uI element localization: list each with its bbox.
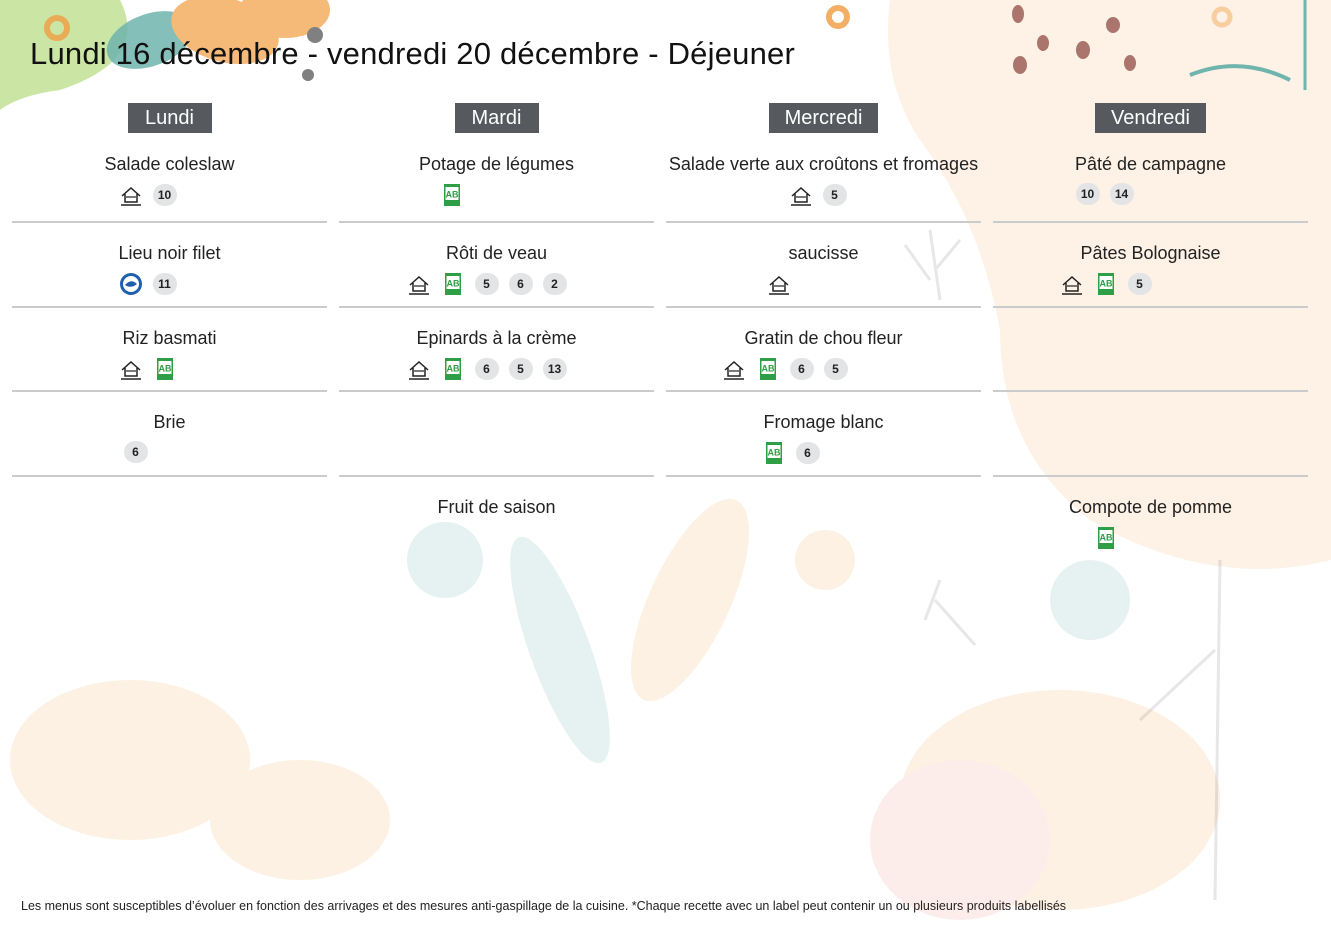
allergen-badge: 6 (796, 442, 820, 464)
menu-cell (993, 133, 1308, 223)
organic-ab-icon (441, 357, 465, 381)
svg-text:AB: AB (1099, 278, 1112, 289)
svg-text:AB: AB (767, 447, 780, 458)
dish-name: Gratin de chou fleur (744, 327, 903, 348)
organic-ab-icon (762, 441, 786, 465)
allergen-badge: 10 (153, 184, 177, 206)
day-column-mardi (339, 103, 654, 561)
dish-name: Potage de légumes (418, 154, 575, 174)
menu-cell (339, 223, 654, 308)
svg-text:AB: AB (1099, 532, 1112, 542)
day-header: Lundi (128, 103, 212, 133)
menu-cell (339, 392, 654, 477)
day-header: Mercredi (769, 103, 879, 133)
menu-cell (339, 308, 654, 393)
svg-text:AB: AB (445, 189, 458, 200)
menu-cell (12, 477, 327, 562)
dish-name: Rôti de veau (445, 243, 548, 263)
svg-text:AB: AB (446, 278, 459, 289)
dish-name: Lieu noir filet (118, 243, 221, 263)
menu-cell (666, 223, 981, 308)
dish-name: Fruit de saison (437, 496, 556, 517)
menu-cell (993, 392, 1308, 477)
dish-name: saucisse (788, 243, 859, 263)
menu-cell (666, 308, 981, 393)
dish-name: Salade verte aux croûtons et fromages (668, 154, 979, 174)
week-menu (12, 103, 1308, 561)
allergen-badge: 5 (1128, 273, 1152, 295)
organic-ab-icon (441, 272, 465, 296)
allergen-badge: 5 (475, 273, 499, 295)
allergen-badge: 5 (509, 358, 533, 380)
footer-disclaimer: Les menus sont susceptibles d’évoluer en fonction des arrivages et des mesures anti-gaspillage de la cuisine. *Chaque recette avec un label peut contenir un ou plusieurs produits labellisés (21, 899, 1067, 913)
allergen-badge: 5 (823, 184, 847, 206)
allergen-badge: 5 (824, 358, 848, 380)
dish-name: Pâté de campagne (1074, 154, 1227, 174)
dish-name: Fromage blanc (763, 412, 884, 432)
allergen-badge: 6 (475, 358, 499, 380)
organic-ab-icon (1094, 272, 1118, 296)
house-made-icon (789, 183, 813, 207)
house-made-icon (767, 272, 791, 296)
day-column-lundi (12, 103, 327, 561)
organic-ab-icon (440, 183, 464, 207)
menu-cell (339, 477, 654, 562)
menu-cell (666, 477, 981, 562)
dish-name: Epinards à la crème (416, 327, 577, 348)
allergen-badge: 6 (509, 273, 533, 295)
menu-cell (993, 477, 1308, 562)
menu-cell (12, 223, 327, 308)
menu-cell (666, 392, 981, 477)
day-header: Vendredi (1095, 103, 1206, 133)
svg-text:AB: AB (761, 363, 774, 373)
dish-name: Riz basmati (122, 327, 217, 348)
house-made-icon (1060, 272, 1084, 296)
dish-name: Compote de pomme (1068, 496, 1233, 517)
organic-ab-icon (1094, 526, 1118, 550)
allergen-badge: 10 (1076, 183, 1100, 205)
day-column-vendredi (993, 103, 1308, 561)
allergen-badge: 2 (543, 273, 567, 295)
allergen-badge: 6 (124, 441, 148, 463)
svg-text:AB: AB (446, 363, 459, 373)
house-made-icon (407, 357, 431, 381)
house-made-icon (119, 357, 143, 381)
house-made-icon (722, 357, 746, 381)
page-title: Lundi 16 décembre - vendredi 20 décembre - Déjeuner (30, 36, 795, 71)
organic-ab-icon (153, 357, 177, 381)
allergen-badge: 14 (1110, 183, 1134, 205)
menu-cell (993, 308, 1308, 393)
allergen-badge: 13 (543, 358, 567, 380)
dish-name: Salade coleslaw (104, 154, 235, 174)
svg-text:AB: AB (158, 363, 171, 373)
allergen-badge: 6 (790, 358, 814, 380)
dish-name: Pâtes Bolognaise (1080, 243, 1221, 263)
day-column-mercredi (666, 103, 981, 561)
day-header: Mardi (455, 103, 539, 133)
menu-cell (12, 133, 327, 223)
allergen-badge: 11 (153, 273, 177, 295)
menu-cell (12, 392, 327, 477)
menu-cell (339, 133, 654, 223)
house-made-icon (119, 183, 143, 207)
menu-cell (12, 308, 327, 393)
organic-ab-icon (756, 357, 780, 381)
menu-cell (993, 223, 1308, 308)
house-made-icon (407, 272, 431, 296)
dish-name: Brie (153, 412, 186, 432)
menu-cell (666, 133, 981, 223)
msc-fishing-icon (119, 272, 143, 296)
